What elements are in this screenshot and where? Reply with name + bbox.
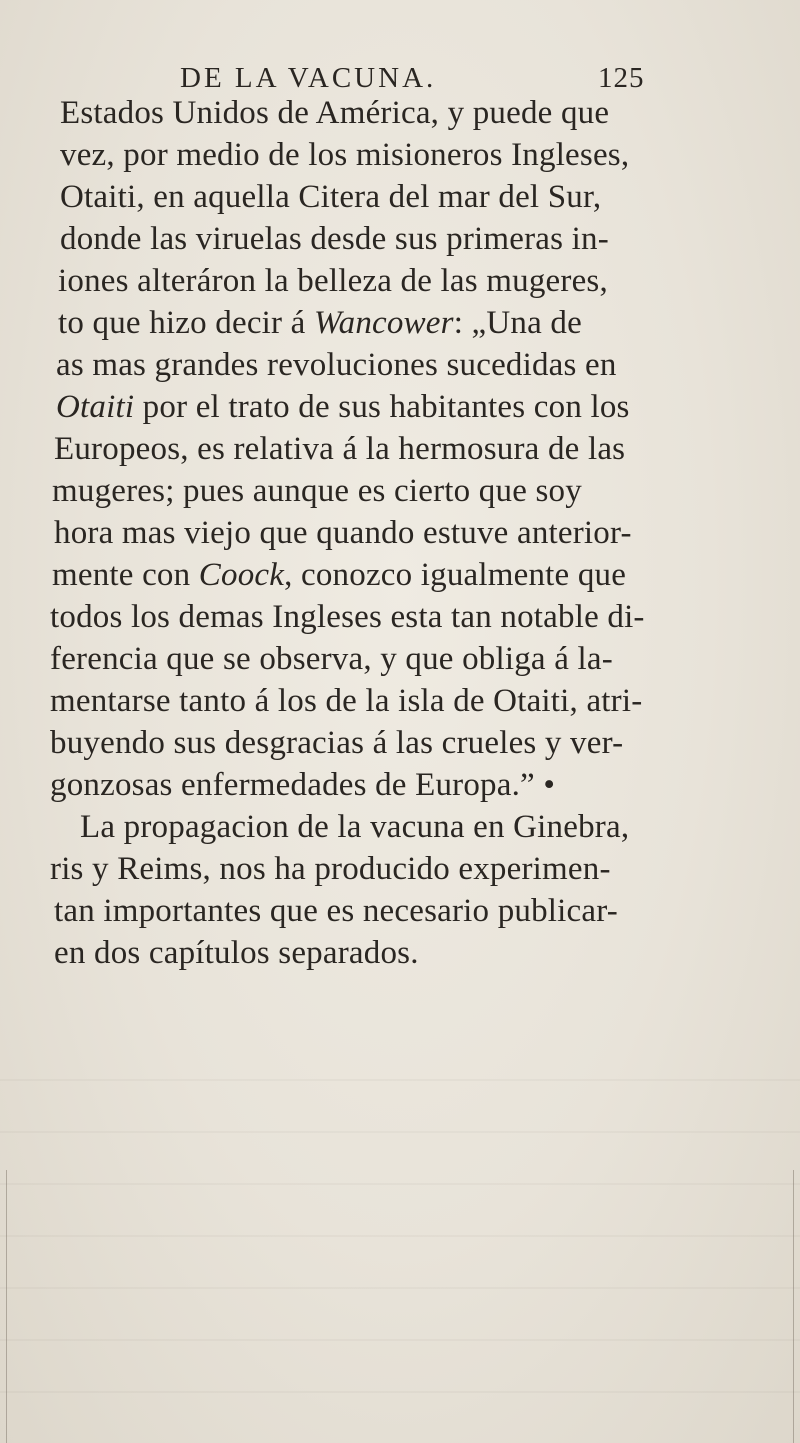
italic-name: Wancower [313,305,454,341]
text-line [40,92,780,134]
page-edge-line [6,1170,7,1443]
text-line-content: ris y Reims, nos ha producido experimen- [50,851,611,887]
text-line [40,260,780,302]
text-line-content: Otaiti, en aquella Citera del mar del Sur, [60,179,602,215]
running-title: DE LA VACUNA. [180,62,437,94]
text-line-content: as mas grandes revoluciones sucedidas en [56,347,617,383]
text-line-content: iones alteráron la belleza de las mugeres, [58,263,608,299]
text-line-content: hora mas viejo que quando estuve anterior- [54,515,632,551]
text-line-content: Otaiti por el trato de sus habitantes con los [56,389,630,425]
text-line [40,764,780,806]
text-line-content: vez, por medio de los misioneros Ingleses, [60,137,630,173]
text-line-content: to que hizo decir á Wancower: „Una de [58,305,582,341]
italic-name: Coock [198,557,285,593]
text-line [40,638,780,680]
text-line-content: mentarse tanto á los de la isla de Otaiti, atri- [50,683,643,719]
page-edge-line [793,1170,794,1443]
text-line-content: La propagacion de la vacuna en Ginebra, [80,809,630,845]
text-line-content: buyendo sus desgracias á las crueles y ver- [50,725,624,761]
text-line-content: Estados Unidos de América, y puede que [60,95,610,131]
text-line-content: ferencia que se observa, y que obliga á la- [50,641,613,677]
text-line-content: tan importantes que es necesario publicar- [54,893,618,929]
text-line-content: Europeos, es relativa á la hermosura de las [54,431,626,467]
text-line [40,722,780,764]
text-line [40,134,780,176]
text-line-content: mugeres; pues aunque es cierto que soy [52,473,582,509]
italic-name: Otaiti [56,389,135,425]
text-line [40,596,780,638]
text-line [40,176,780,218]
page-number: 125 [598,62,645,94]
text-line [40,428,780,470]
text-line [40,680,780,722]
text-line-content: todos los demas Ingleses esta tan notable di- [50,599,645,635]
text-line-content: en dos capítulos separados. [54,935,419,971]
text-line [40,890,780,932]
text-line [40,932,780,974]
text-line [40,848,780,890]
text-line-content: donde las viruelas desde sus primeras in- [60,221,609,257]
text-line [40,470,780,512]
show-through-texture [0,1060,800,1443]
body-text [40,92,780,974]
text-line [40,218,780,260]
text-line-content: gonzosas enfermedades de Europa.” • [50,767,556,803]
text-line [40,806,780,848]
text-line [40,302,780,344]
text-line [40,554,780,596]
text-line [40,512,780,554]
text-line [40,344,780,386]
text-line-content: mente con Coock, conozco igualmente que [52,557,627,593]
text-line [40,386,780,428]
